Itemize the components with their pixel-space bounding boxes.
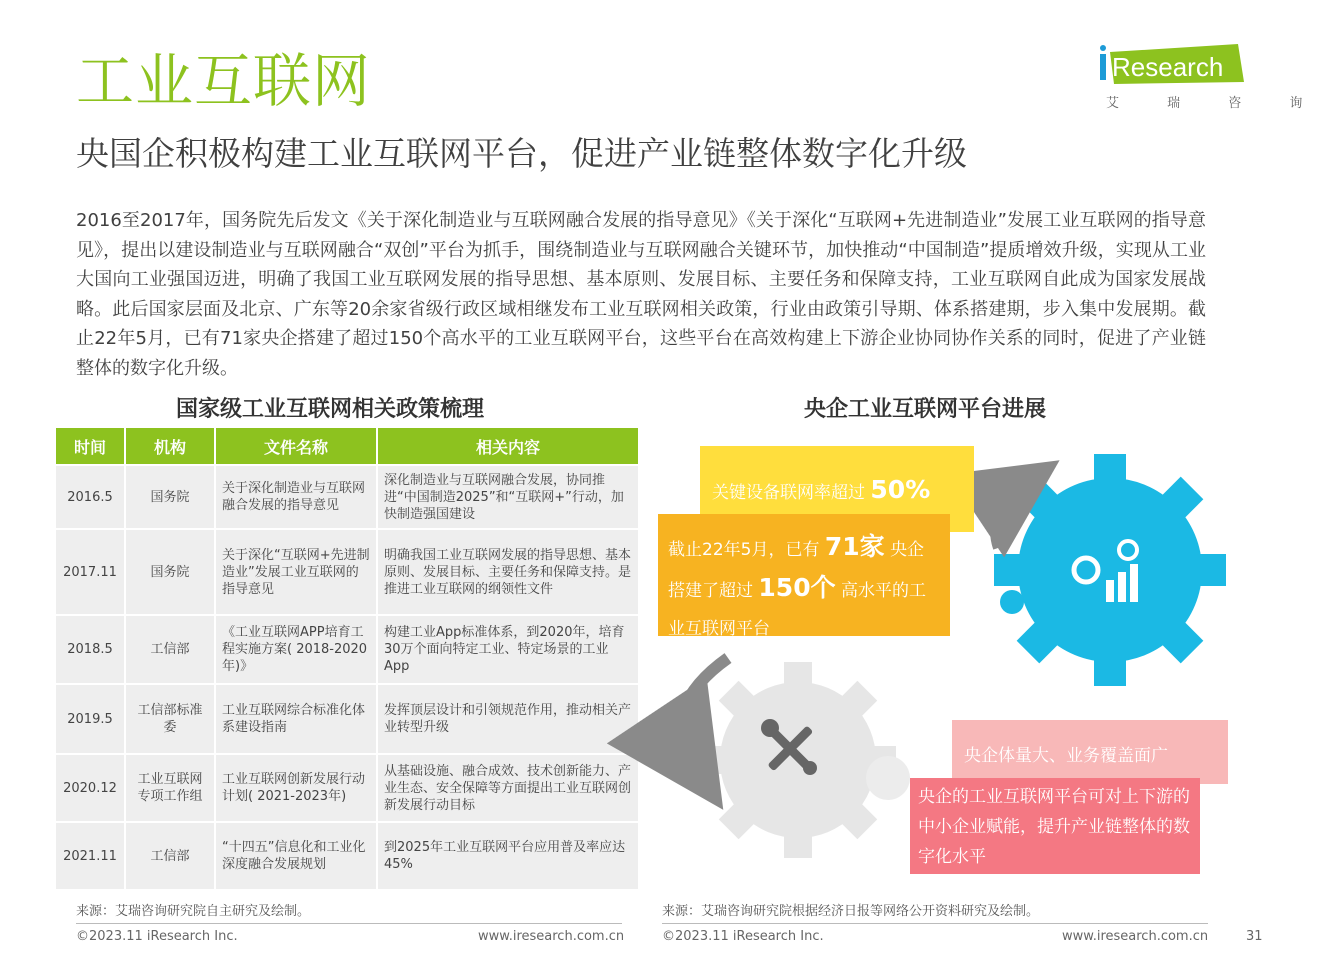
cell-agency: 国务院 bbox=[126, 530, 214, 614]
right-footer-divider bbox=[662, 923, 1208, 924]
policy-table bbox=[54, 426, 640, 891]
left-source-note: 来源：艾瑞咨询研究院自主研究及绘制。 bbox=[76, 904, 311, 919]
platform-text-d: 高水平的工 bbox=[841, 581, 926, 601]
table-row bbox=[56, 530, 638, 614]
central-soe-platform-box bbox=[658, 514, 950, 639]
cell-content: 构建工业App标准体系，到2020年，培育30万个面向特定工业、特定场景的工业App bbox=[378, 616, 638, 683]
cell-content: 发挥顶层设计和引领规范作用，推动相关产业转型升级 bbox=[378, 685, 638, 753]
platform-text-b: 央企 bbox=[890, 540, 925, 560]
cell-agency: 工信部 bbox=[126, 616, 214, 683]
device-network-label: 关键设备联网率超过 bbox=[712, 483, 865, 503]
platform-count-value: 150个 bbox=[758, 573, 836, 602]
page-number: 31 bbox=[1246, 929, 1263, 944]
logo-chinese-text: 艾 瑞 咨 询 bbox=[1106, 96, 1324, 111]
cell-time: 2021.11 bbox=[56, 823, 124, 889]
cell-time: 2018.5 bbox=[56, 616, 124, 683]
cell-time: 2017.11 bbox=[56, 530, 124, 614]
cell-agency: 国务院 bbox=[126, 466, 214, 528]
blue-gear-icon bbox=[994, 454, 1226, 686]
soe-scale-text: 央企体量大、业务覆盖面广 bbox=[964, 746, 1168, 766]
right-source-note: 来源：艾瑞咨询研究院根据经济日报等网络公开资料研究及绘制。 bbox=[662, 904, 1040, 919]
cell-document: “十四五”信息化和工业化深度融合发展规划 bbox=[216, 823, 376, 889]
soe-empower-text: 央企的工业互联网平台可对上下游的中小企业赋能，提升产业链整体的数字化水平 bbox=[918, 787, 1190, 867]
left-copyright: ©2023.11 iResearch Inc. bbox=[76, 929, 238, 944]
logo-badge-icon bbox=[1100, 44, 1244, 84]
table-row bbox=[56, 823, 638, 889]
table-row bbox=[56, 755, 638, 821]
cell-time: 2019.5 bbox=[56, 685, 124, 753]
cell-document: 《工业互联网APP培育工程实施方案( 2018-2020年)》 bbox=[216, 616, 376, 683]
header-content: 相关内容 bbox=[378, 428, 638, 464]
table-row bbox=[56, 616, 638, 683]
upper-curved-arrow-icon bbox=[995, 488, 1018, 548]
page-subtitle: 央国企积极构建工业互联网平台，促进产业链整体数字化升级 bbox=[76, 134, 967, 173]
table-row bbox=[56, 685, 638, 753]
cell-time: 2020.12 bbox=[56, 755, 124, 821]
svg-text:Research: Research bbox=[1112, 52, 1224, 82]
cell-agency: 工业互联网专项工作组 bbox=[126, 755, 214, 821]
platform-text-e: 业互联网平台 bbox=[668, 619, 770, 639]
soe-empower-box bbox=[910, 778, 1200, 874]
intro-paragraph: 2016至2017年，国务院先后发文《关于深化制造业与互联网融合发展的指导意见》《关于深化“互联网+先进制造业”发展工业互联网的指导意见》，提出以建设制造业与互联网融合“双创”平台为抓手，围绕制造业与互联网融合关键环节，加快推动“中国制造”提质增效升级，实现从工业大国向工业强国迈进，明确了我国工业互联网发展的指导思想、基本原则、发展目标、主要任务和保障支持，工业互联网自此成为国家发展战略。此后国家层面及北京、广东等20余家省级行政区域相继发布工业互联网相关政策，行业由政策引导期、体系搭建期，步入集中发展期。截止22年5月，已有71家央企搭建了超过150个高水平的工业互联网平台，这些平台在高效构建上下游企业协同协作关系的同时，促进了产业链整体的数字化升级。 bbox=[76, 210, 1206, 379]
cell-agency: 工信部标准委 bbox=[126, 685, 214, 753]
platform-text-c: 搭建了超过 bbox=[668, 581, 753, 601]
left-footer-divider bbox=[76, 923, 622, 924]
cell-agency: 工信部 bbox=[126, 823, 214, 889]
soe-count-value: 71家 bbox=[824, 532, 885, 561]
small-blue-gear-icon bbox=[1000, 590, 1024, 614]
cell-content: 明确我国工业互联网发展的指导思想、基本原则、发展目标、主要任务和保障支持。是推进工业互联网的纲领性文件 bbox=[378, 530, 638, 614]
cell-time: 2016.5 bbox=[56, 466, 124, 528]
cell-content: 深化制造业与互联网融合发展，协同推进“中国制造2025”和“互联网+”行动，加快制造强国建设 bbox=[378, 466, 638, 528]
header-document: 文件名称 bbox=[216, 428, 376, 464]
iresearch-logo bbox=[1100, 44, 1324, 114]
left-website: www.iresearch.com.cn bbox=[478, 929, 625, 944]
cell-document: 工业互联网创新发展行动计划( 2021-2023年) bbox=[216, 755, 376, 821]
cell-content: 从基础设施、融合成效、技术创新能力、产业生态、安全保障等方面提出工业互联网创新发展行动目标 bbox=[378, 755, 638, 821]
header-time: 时间 bbox=[56, 428, 124, 464]
cell-document: 关于深化制造业与互联网融合发展的指导意见 bbox=[216, 466, 376, 528]
cell-document: 工业互联网综合标准化体系建设指南 bbox=[216, 685, 376, 753]
small-gray-gear-icon bbox=[866, 756, 910, 800]
cell-content: 到2025年工业互联网平台应用普及率应达45% bbox=[378, 823, 638, 889]
device-network-value: 50% bbox=[870, 475, 931, 504]
platform-text-a: 截止22年5月，已有 bbox=[668, 540, 820, 560]
policy-section-title: 国家级工业互联网相关政策梳理 bbox=[176, 397, 485, 422]
right-website: www.iresearch.com.cn bbox=[1062, 929, 1209, 944]
page-title: 工业互联网 bbox=[76, 47, 372, 115]
table-row bbox=[56, 466, 638, 528]
cell-document: 关于深化“互联网+先进制造业”发展工业互联网的指导意见 bbox=[216, 530, 376, 614]
soe-scale-box bbox=[952, 720, 1228, 784]
table-header-row bbox=[56, 428, 638, 464]
right-copyright: ©2023.11 iResearch Inc. bbox=[662, 929, 824, 944]
gray-curved-arrow-icon bbox=[680, 658, 728, 760]
header-agency: 机构 bbox=[126, 428, 214, 464]
progress-section-title: 央企工业互联网平台进展 bbox=[804, 397, 1047, 422]
